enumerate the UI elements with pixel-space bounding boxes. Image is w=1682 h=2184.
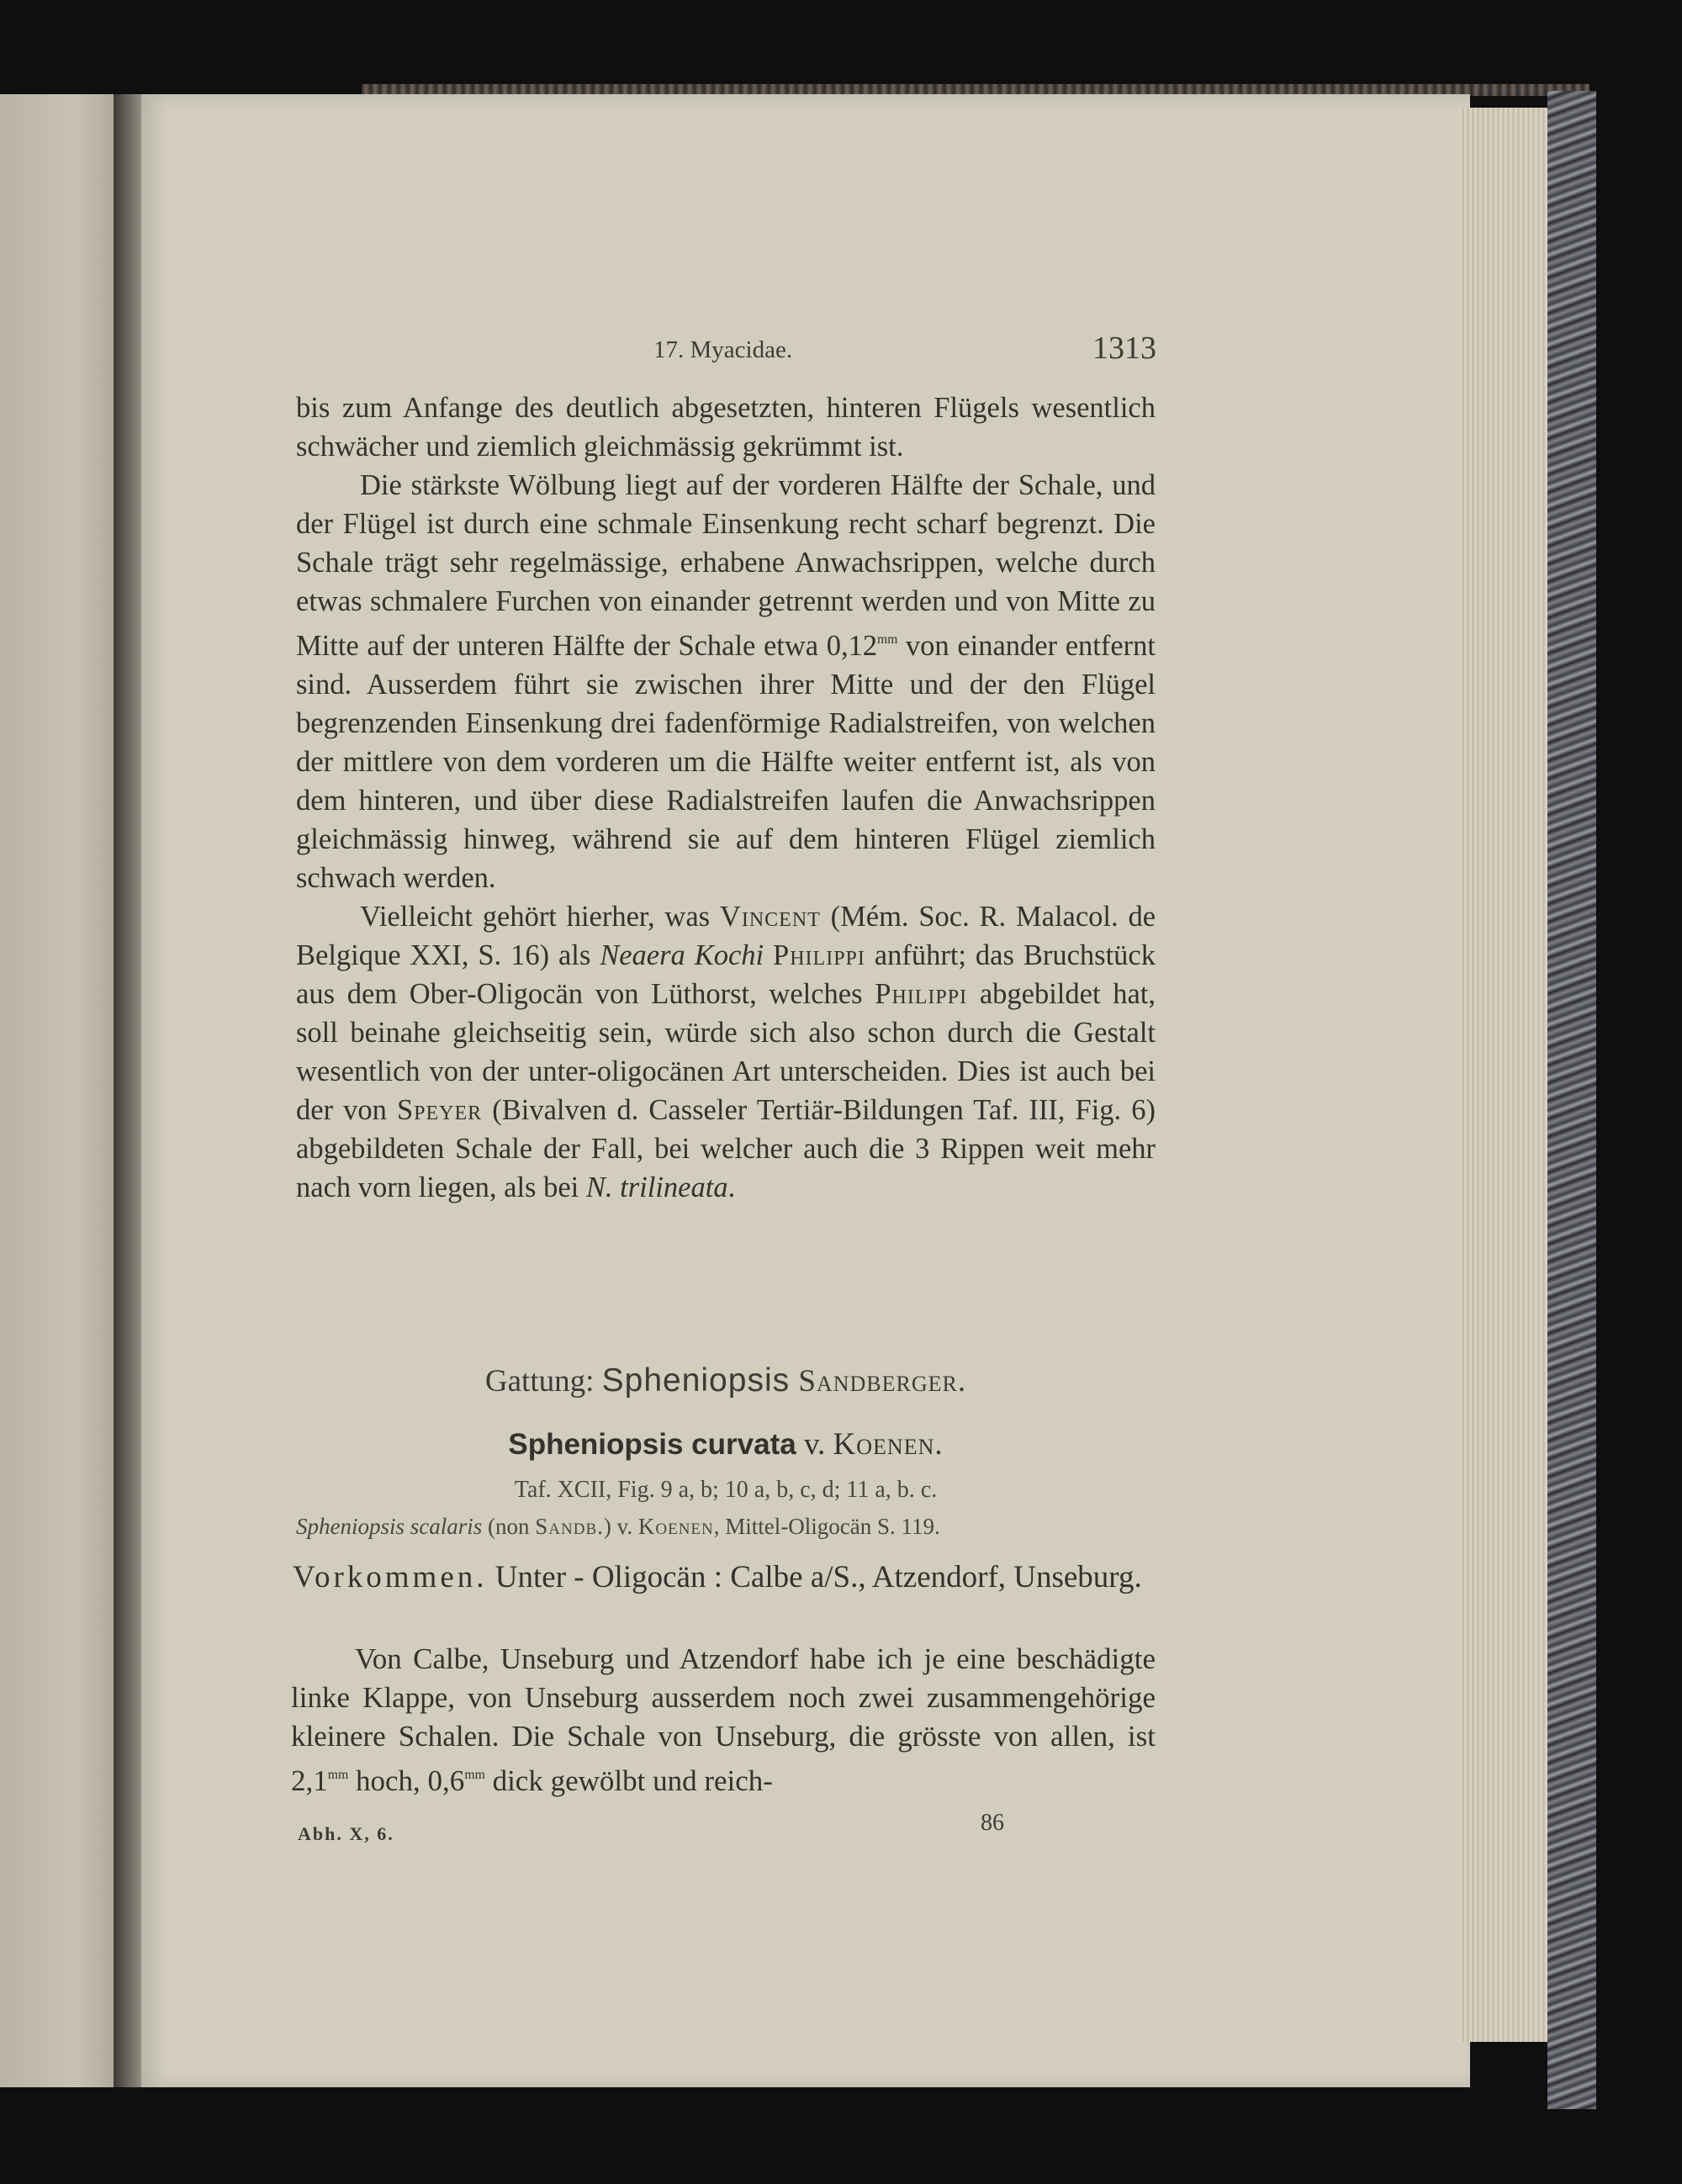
page-edges xyxy=(1459,108,1552,2042)
marbled-cover-edge xyxy=(1547,91,1596,2109)
synonym-line xyxy=(296,1514,1156,1540)
author-philippi: Philippi xyxy=(773,939,865,971)
synonym-author-sandb: Sandb. xyxy=(535,1514,604,1539)
paragraph-3-text-c xyxy=(764,939,773,971)
genus-name: Spheniopsis xyxy=(601,1362,791,1399)
species-author-prefix: v. xyxy=(796,1427,833,1462)
body-text xyxy=(296,389,1156,1207)
description-text-a: Von Calbe, Unseburg und Atzendorf habe ich je eine beschädigte linke Klappe, von Unseburg ausserdem noch zwei zusammengehörige kleinere Schalen. Die Schale von Unseburg, die grösste von allen, ist 2,1 xyxy=(291,1642,1156,1798)
occurrence-label: Vorkommen. xyxy=(293,1560,488,1594)
sheet-number: 86 xyxy=(981,1810,1004,1836)
page-number: 1313 xyxy=(1092,331,1156,366)
species-name: Spheniopsis curvata xyxy=(508,1428,796,1461)
occurrence-paragraph xyxy=(293,1556,1156,1600)
description-paragraph xyxy=(291,1640,1156,1801)
taxon-neaera-kochi: Neaera Kochi xyxy=(600,939,764,971)
synonym-name: Spheniopsis scalaris xyxy=(296,1514,483,1539)
paragraph-3-text-a: Vielleicht gehört hierher, was xyxy=(360,900,720,933)
paragraph-3-text-f: (Bivalven d. Casseler Tertiär-Bildungen Taf. III, Fig. 6) abgebildeten Schale der Fall, bei welcher auch die 3 Rippen weit mehr nach vorn liegen, als bei xyxy=(296,1093,1156,1203)
species-heading xyxy=(296,1426,1156,1462)
author-philippi-2: Philippi xyxy=(875,977,968,1010)
unit-mm-1: mm xyxy=(327,1768,349,1782)
author-speyer: Speyer xyxy=(396,1093,483,1126)
description-text-c: dick gewölbt und reich- xyxy=(484,1764,773,1798)
paragraph-2-text-a: Die stärkste Wölbung liegt auf der vorderen Hälfte der Schale, und der Flügel ist durch eine schmale Einsenkung recht scharf begrenzt. Die Schale trägt sehr regelmässige, erhabene Anwachsrippen, welche durch etwas schmalere Furchen von einander getrennt werden und von Mitte zu Mitte auf der unteren Hälfte der Schale etwa 0,12 xyxy=(296,469,1156,662)
left-page-edge xyxy=(0,94,126,2087)
plate-reference: Taf. XCII, Fig. 9 a, b; 10 a, b, c, d; 11 a, b. c. xyxy=(514,1477,938,1503)
author-vincent: Vincent xyxy=(719,900,821,933)
synonym-text-c: , Mittel-Oligocän S. 119. xyxy=(713,1514,940,1539)
occurrence-text: Unter - Oligocän : Calbe a/S., Atzendorf, Unseburg. xyxy=(487,1560,1142,1594)
gattung-label: Gattung: xyxy=(484,1364,602,1399)
unit-mm: mm xyxy=(877,632,898,647)
page-header xyxy=(294,330,1156,380)
taxon-n-trilineata: N. trilineata xyxy=(585,1171,728,1203)
paragraph-1-text: bis zum Anfange des deutlich abgesetzten, hinteren Flügels wesentlich schwächer und ziemlich gleichmässig gekrümmt ist. xyxy=(296,392,1156,463)
running-title: 17. Myacidae. xyxy=(653,336,793,363)
paragraph-1 xyxy=(296,389,1156,466)
paragraph-3-text-e: abgebildet hat, soll beinahe gleichseitig sein, würde sich also schon durch die Gestalt wesentlich von der unter-oligocänen Art unterscheiden. Dies ist auch bei der von xyxy=(296,977,1156,1126)
paragraph-3-text-b: (Mém. Soc. R. Malacol. de Belgique XXI, S. 16) als xyxy=(296,900,1156,971)
paragraph-3-text-d: anführt; das Bruchstück aus dem Ober-Oligocän von Lüthorst, welches xyxy=(296,939,1156,1010)
description-text-b: hoch, 0,6 xyxy=(348,1764,465,1798)
genus-author: Sandberger. xyxy=(790,1364,967,1399)
paragraph-3-text-g: . xyxy=(727,1171,736,1203)
paragraph-2 xyxy=(296,466,1156,897)
genus-heading xyxy=(296,1362,1156,1399)
synonym-author-koenen: Koenen xyxy=(637,1514,714,1539)
paragraph-2-text-b: von einander entfernt sind. Ausserdem führt sie zwischen ihrer Mitte und der den Flügel begrenzenden Einsenkung drei fadenförmige Radialstreifen, von welchen der mittlere von dem vorderen um die Hälfte weiter entfernt ist, als von dem hinteren, und über diese Radialstreifen laufen die Anwachsrippen gleichmässig hinweg, während sie auf dem hinteren Flügel ziemlich schwach werden. xyxy=(296,629,1156,894)
synonym-text-b: ) v. xyxy=(603,1514,638,1539)
signature-mark: Abh. X, 6. xyxy=(298,1823,394,1844)
synonym-text-a: (non xyxy=(482,1514,536,1539)
unit-mm-2: mm xyxy=(464,1768,485,1782)
species-author: Koenen. xyxy=(833,1427,944,1462)
paragraph-3 xyxy=(296,897,1156,1207)
